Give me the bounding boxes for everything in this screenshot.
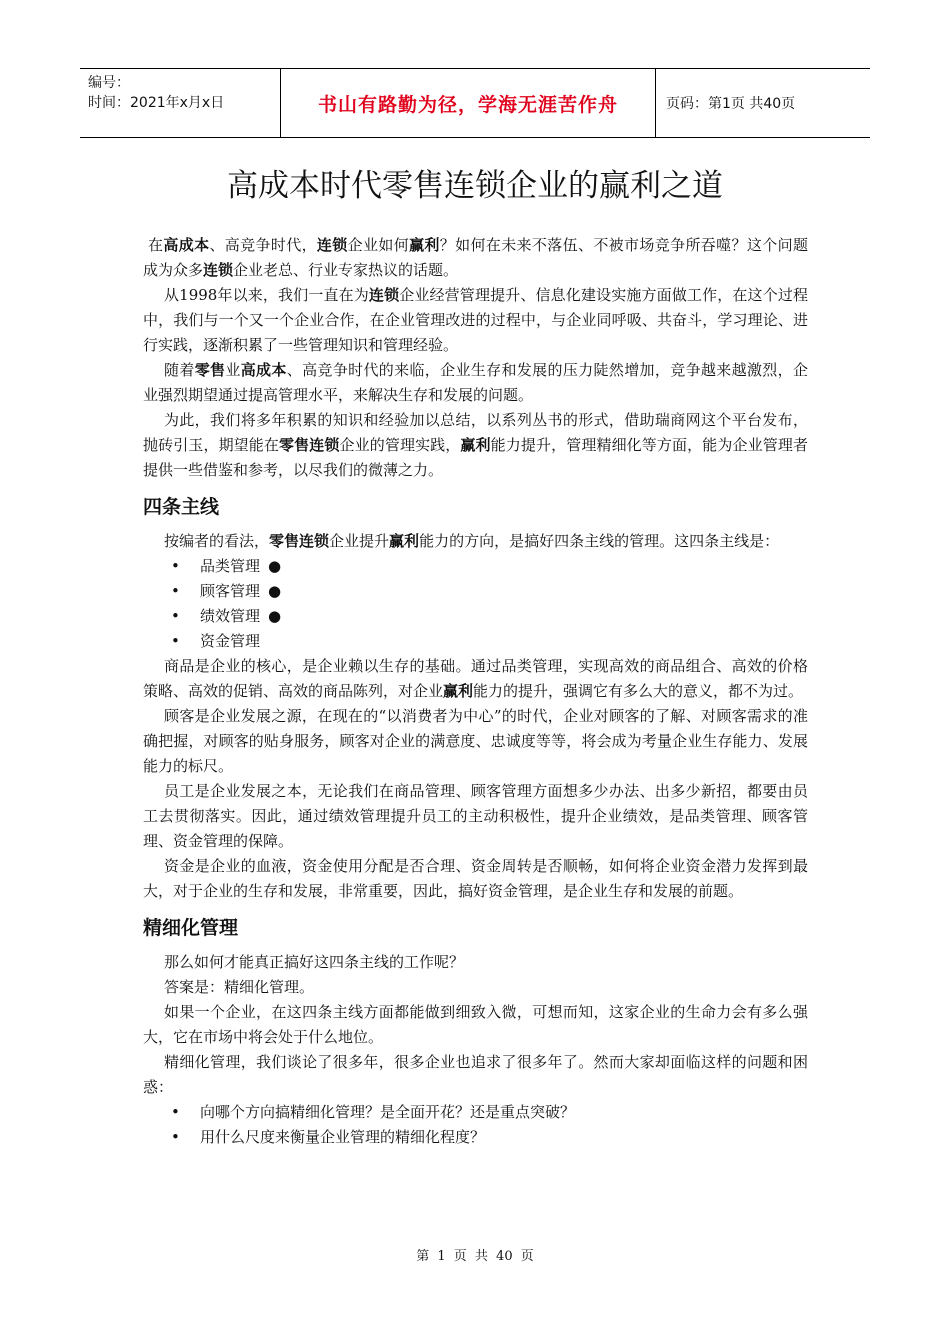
main-lines-paragraph-1	[143, 654, 808, 704]
filled-circle-icon: ●	[268, 557, 282, 575]
text-run: 企业经营管理提升、信息化建设实施方面做工作，在这个过程中，我们与一个又一个企业合作，在企业管理改进的过程中，与企业同呼吸、共奋斗，学习理论、进行实践，逐渐积累了一些管理知识和管理经验。	[143, 286, 808, 354]
keyword: 高成本	[240, 361, 287, 379]
page-header	[80, 68, 870, 138]
bullet-icon: •	[171, 632, 180, 650]
bullet-icon: •	[171, 1103, 180, 1121]
main-lines-paragraph-4: 资金是企业的血液，资金使用分配是否合理、资金周转是否顺畅，如何将企业资金潜力发挥到最大，对于企业的生存和发展，非常重要，因此，搞好资金管理，是企业生存和发展的前题。	[143, 857, 808, 900]
document-body	[143, 233, 808, 1150]
intro-paragraph-2	[143, 283, 808, 358]
text-run: 企业如何	[347, 236, 410, 254]
refined-paragraph-1: 那么如何才能真正搞好这四条主线的工作呢？	[164, 953, 465, 971]
bullet-icon: •	[171, 607, 180, 625]
filled-circle-icon: ●	[268, 607, 282, 625]
main-lines-paragraph-3: 员工是企业发展之本，无论我们在商品管理、顾客管理方面想多少办法、出多少新招，都要由员工去贯彻落实。因此，通过绩效管理提升员工的主动积极性，提升企业绩效，是品类管理、顾客管理、资金管理的保障。	[143, 782, 808, 850]
list-item: • 向哪个方向搞精细化管理？是全面开花？还是重点突破？	[143, 1100, 808, 1125]
text-run: 能力的提升，强调它有多么大的意义，都不为过。	[473, 682, 804, 700]
text-run: 能力的方向，是搞好四条主线的管理。这四条主线是：	[419, 532, 780, 550]
keyword: 赢利	[460, 436, 491, 454]
keyword: 赢利	[409, 236, 440, 254]
section-heading-main-lines: 四条主线	[143, 496, 220, 518]
bullet-icon: •	[171, 1128, 180, 1146]
text-run: 、高竞争时代，	[209, 236, 317, 254]
text-run: ？如何在未来不落伍、不被市场竞争所吞噬？这个问题成为众多	[143, 236, 808, 279]
document-number: 编号：	[88, 75, 130, 91]
refined-paragraph-3: 如果一个企业，在这四条主线方面都能做到细致入微，可想而知，这家企业的生命力会有多么强大，它在市场中将会处于什么地位。	[143, 1003, 808, 1046]
intro-paragraph-1	[143, 233, 808, 283]
text-run: 、高竞争时代的来临，企业生存和发展的压力陡然增加，竞争越来越激烈，企业强烈期望通过提高管理水平，来解决生存和发展的问题。	[143, 361, 808, 404]
keyword: 连锁	[368, 286, 400, 304]
page-footer: 第 1 页 共 40 页	[416, 1249, 534, 1264]
section-heading-refined-management: 精细化管理	[143, 917, 239, 939]
text-run: 企业老总、行业专家热议的话题。	[233, 261, 459, 279]
header-meta	[80, 69, 280, 137]
text-run: 从1998年以来，我们一直在为	[164, 286, 369, 304]
text-run: 能力提升，管理精细化等方面，能为企业管理者提供一些借鉴和参考，以尽我们的微薄之力。	[143, 436, 808, 479]
list-item: • 绩效管理 ●	[143, 604, 808, 629]
main-lines-paragraph-2: 顾客是企业发展之源，在现在的“以消费者为中心”的时代，企业对顾客的了解、对顾客需求的准确把握，对顾客的贴身服务，顾客对企业的满意度、忠诚度等等，将会成为考量企业生存能力、发展能力的标尺。	[143, 707, 808, 775]
text-run: 按编者的看法，	[164, 532, 270, 550]
keyword: 零售	[194, 361, 226, 379]
bullet-icon: •	[171, 557, 180, 575]
filled-circle-icon: ●	[268, 582, 282, 600]
main-lines-lead	[143, 529, 808, 554]
refined-paragraph-4: 精细化管理，我们谈论了很多年，很多企业也追求了很多年了。然而大家却面临这样的问题和困惑：	[143, 1053, 808, 1096]
keyword: 赢利	[389, 532, 420, 550]
refined-questions-list	[143, 1100, 808, 1150]
main-lines-list	[143, 554, 808, 654]
keyword: 连锁	[316, 236, 348, 254]
keyword: 零售连锁	[269, 532, 330, 550]
list-item: • 资金管理	[143, 629, 808, 654]
text-run: 企业的管理实践，	[339, 436, 461, 454]
intro-paragraph-3	[143, 358, 808, 408]
text-run: 为此，我们将多年积累的知识和经验加以总结，以系列丛书的形式，借助瑞商网这个平台发布，抛砖引玉，期望能在	[143, 411, 808, 454]
bullet-icon: •	[171, 582, 180, 600]
refined-paragraph-2: 答案是：精细化管理。	[164, 978, 315, 996]
document-date: 时间：2021年x月x日	[88, 95, 225, 111]
keyword: 高成本	[163, 236, 210, 254]
keyword: 连锁	[203, 261, 234, 279]
intro-paragraph-4	[143, 408, 808, 483]
text-run: 企业提升	[329, 532, 390, 550]
text-run: 业	[225, 361, 241, 379]
header-motto: 书山有路勤为径，学海无涯苦作舟	[280, 69, 656, 137]
keyword: 赢利	[443, 682, 474, 700]
keyword: 零售连锁	[279, 436, 340, 454]
list-item: • 品类管理 ●	[143, 554, 808, 579]
text-run: 商品是企业的核心，是企业赖以生存的基础。通过品类管理，实现高效的商品组合、高效的价格策略、高效的促销、高效的商品陈列，对企业	[143, 657, 808, 700]
list-item: • 顾客管理 ●	[143, 579, 808, 604]
list-item: • 用什么尺度来衡量企业管理的精细化程度？	[143, 1125, 808, 1150]
header-page-info: 页码：第1页 共40页	[666, 96, 796, 112]
text-run: 在	[148, 236, 164, 254]
document-title: 高成本时代零售连锁企业的赢利之道	[227, 168, 723, 204]
text-run: 随着	[164, 361, 195, 379]
